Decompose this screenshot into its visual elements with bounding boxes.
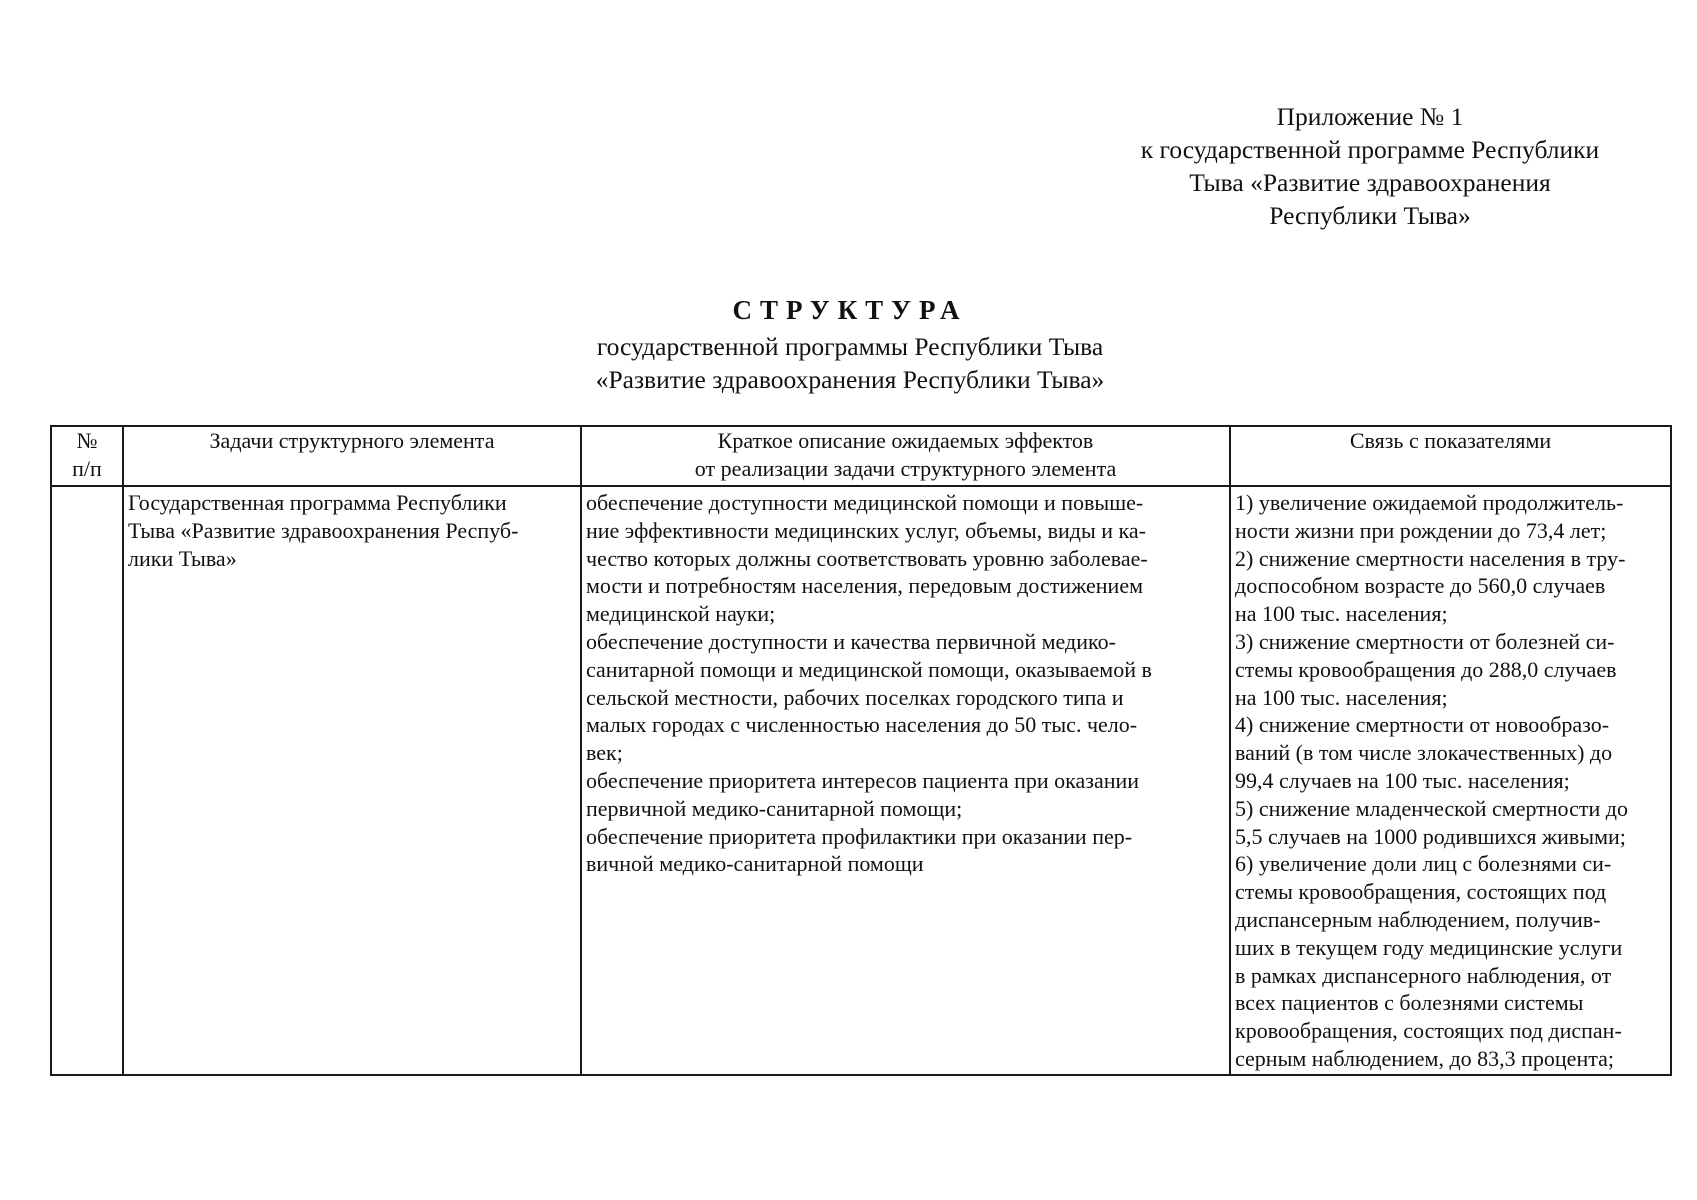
indicators-line: ших в текущем году медицинские услуги [1235,934,1623,960]
header-effects-line: от реализации задачи структурного элемента [694,455,1117,481]
appendix-line: Приложение № 1 [1276,102,1464,131]
indicators-line: кровообращения, состоящих под диспан- [1235,1018,1622,1044]
indicators-line: 4) снижение смертности от новообразо- [1235,712,1610,738]
appendix-line: к государственной программе Республики [1140,135,1600,164]
header-tasks [123,426,581,486]
header-tasks-line: Задачи структурного элемента [209,428,495,453]
indicators-line: стемы кровообращения до 288,0 случаев [1235,656,1617,682]
indicators-line: 3) снижение смертности от болезней си- [1235,628,1615,654]
effects-line: обеспечение приоритета профилактики при оказании пер- [586,823,1133,849]
cell-tasks [123,486,581,1075]
appendix-note [1070,100,1670,232]
indicators-line: стемы кровообращения, состоящих под [1235,879,1607,905]
header-effects [581,426,1230,486]
indicators-line: 2) снижение смертности населения в тру- [1235,545,1626,571]
appendix-line: Республики Тыва» [1269,201,1471,230]
effects-line: сельской местности, рабочих поселках городского типа и [586,684,1124,710]
structure-table [50,425,1672,1076]
appendix-line: Тыва «Развитие здравоохранения [1189,168,1551,197]
indicators-line: на 100 тыс. населения; [1235,601,1448,627]
indicators-line: на 100 тыс. населения; [1235,684,1448,710]
title-subline: «Развитие здравоохранения Республики Тыва» [595,365,1105,394]
effects-line: первичной медико-санитарной помощи; [586,795,963,821]
cell-effects [581,486,1230,1075]
effects-line: чество которых должны соответствовать уровню заболевае- [586,545,1148,571]
effects-text [586,489,1225,878]
document-title [530,294,1170,396]
indicators-line: всех пациентов с болезнями системы [1235,990,1584,1016]
indicators-line: ваний (в том числе злокачественных) до [1235,740,1613,766]
effects-line: век; [586,740,623,766]
effects-line: обеспечение доступности и качества первичной медико- [586,628,1116,654]
effects-line: ние эффективности медицинских услуг, объемы, виды и ка- [586,517,1146,543]
title-subline: государственной программы Республики Тыва [596,332,1104,361]
tasks-line: лики Тыва» [128,545,237,571]
cell-num [51,486,123,1075]
effects-line: медицинской науки; [586,601,776,627]
indicators-line: 1) увеличение ожидаемой продолжитель- [1235,490,1624,515]
indicators-line: 5) снижение младенческой смертности до [1235,795,1628,821]
indicators-line: ности жизни при рождении до 73,4 лет; [1235,517,1607,543]
indicators-line: диспансерным наблюдением, получив- [1235,906,1601,932]
indicators-line: в рамках диспансерного наблюдения, от [1235,962,1612,988]
header-indicators-line: Связь с показателями [1349,428,1552,453]
title-main: СТРУКТУРА [732,295,968,325]
effects-line: малых городах с численностью населения до 50 тыс. чело- [586,712,1138,738]
effects-line: санитарной помощи и медицинской помощи, оказываемой в [586,656,1152,682]
cell-indicators [1230,486,1671,1075]
effects-line: обеспечение доступности медицинской помощи и повыше- [586,490,1144,515]
tasks-line: Тыва «Развитие здравоохранения Респуб- [128,517,519,543]
header-indicators [1230,426,1671,486]
header-num-line: № [76,428,98,453]
indicators-line: серным наблюдением, до 83,3 процента; [1235,1045,1614,1071]
tasks-text [128,489,576,572]
table-row [51,486,1671,1075]
effects-line: вичной медико-санитарной помощи [586,851,924,877]
indicators-line: 6) увеличение доли лиц с болезнями си- [1235,851,1612,877]
indicators-line: 99,4 случаев на 100 тыс. населения; [1235,767,1570,793]
header-num-line: п/п [72,455,102,481]
header-effects-line: Краткое описание ожидаемых эффектов [717,428,1094,453]
indicators-line: доспособном возрасте до 560,0 случаев [1235,573,1606,599]
indicators-text [1235,489,1666,1073]
header-num [51,426,123,486]
effects-line: обеспечение приоритета интересов пациента при оказании [586,767,1140,793]
effects-line: мости и потребностям населения, передовым достижением [586,573,1144,599]
indicators-line: 5,5 случаев на 1000 родившихся живыми; [1235,823,1626,849]
table-header-row [51,426,1671,486]
tasks-line: Государственная программа Республики [128,490,507,515]
